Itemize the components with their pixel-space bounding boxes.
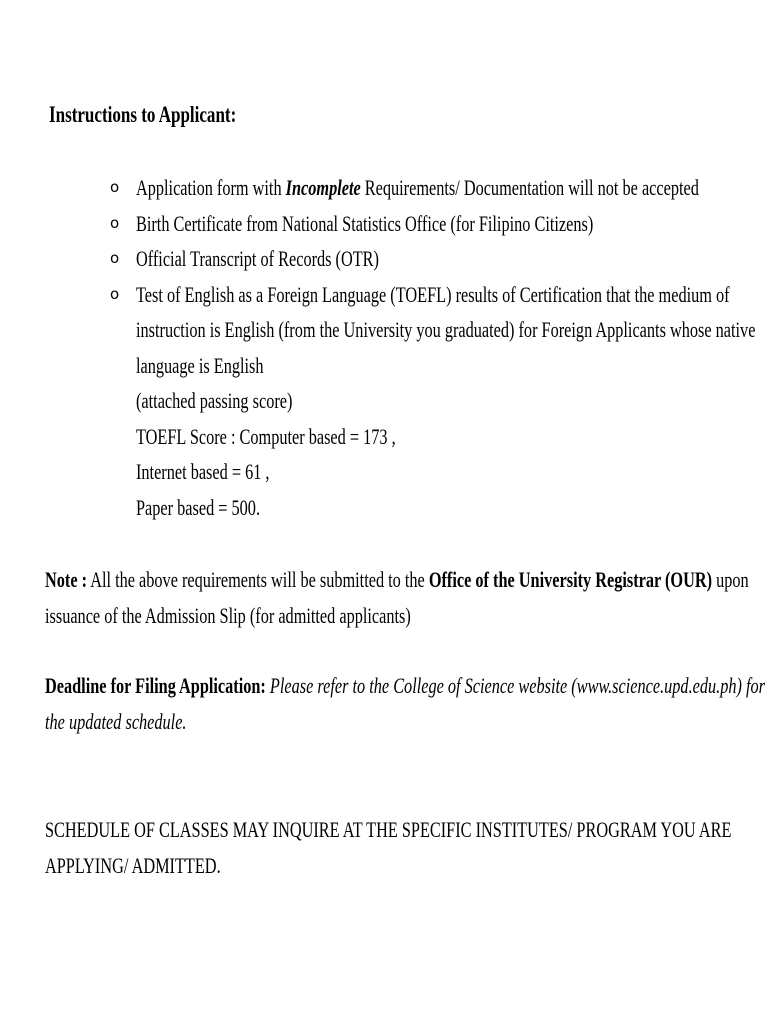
requirement-emphasis: Incomplete <box>285 175 361 200</box>
requirements-list <box>110 170 770 525</box>
deadline-paragraph <box>45 668 770 739</box>
note-label: Note : <box>45 567 88 592</box>
toefl-score-internet: Internet based = 61 , <box>136 459 270 484</box>
toefl-score-paper: Paper based = 500. <box>136 494 261 520</box>
deadline-text-line-2: the updated schedule. <box>45 708 187 734</box>
requirement-text-before: Application form with <box>136 175 286 200</box>
bullet-icon: o <box>110 249 120 267</box>
instructions-heading <box>49 100 302 130</box>
toefl-score-computer: TOEFL Score : Computer based = 173 , <box>136 423 396 449</box>
schedule-line-1: SCHEDULE OF CLASSES MAY INQUIRE AT THE SPECIFIC INSTITUTES/ PROGRAM YOU ARE <box>45 817 732 842</box>
requirement-text: Birth Certificate from National Statistics Office (for Filipino Citizens) <box>136 210 594 236</box>
requirement-item-otr <box>110 241 770 277</box>
deadline-label: Deadline for Filing Application: <box>45 673 266 698</box>
note-paragraph <box>45 562 770 633</box>
requirement-item-birth-certificate <box>110 206 770 242</box>
bullet-icon: o <box>110 213 120 232</box>
requirement-text-after: Requirements/ Documentation will not be accepted <box>360 175 699 200</box>
toefl-passing-score-note: (attached passing score) <box>136 388 293 413</box>
note-text: All the above requirements will be submitted to the <box>87 567 429 592</box>
bullet-icon: o <box>110 284 120 303</box>
requirement-text: Official Transcript of Records (OTR) <box>136 246 379 271</box>
schedule-line-2: APPLYING/ ADMITTED. <box>45 852 221 878</box>
toefl-line-2: instruction is English (from the University you graduated) for Foreign Applicants whose native <box>136 317 756 342</box>
toefl-line-3: language is English <box>136 352 264 378</box>
instructions-heading-text: Instructions to Applicant: <box>49 102 237 127</box>
note-text-after: upon <box>712 567 749 592</box>
bullet-icon: o <box>110 178 120 196</box>
deadline-text: Please refer to the College of Science website (www.science.upd.edu.ph) for <box>265 673 765 698</box>
schedule-paragraph <box>45 812 770 883</box>
requirement-item-incomplete <box>110 170 770 206</box>
toefl-line-1: Test of English as a Foreign Language (TOEFL) results of Certification that the medium of <box>136 281 730 307</box>
registrar-office: Office of the University Registrar (OUR) <box>428 567 713 592</box>
note-line-2: issuance of the Admission Slip (for admitted applicants) <box>45 602 411 628</box>
requirement-item-toefl <box>110 277 770 526</box>
